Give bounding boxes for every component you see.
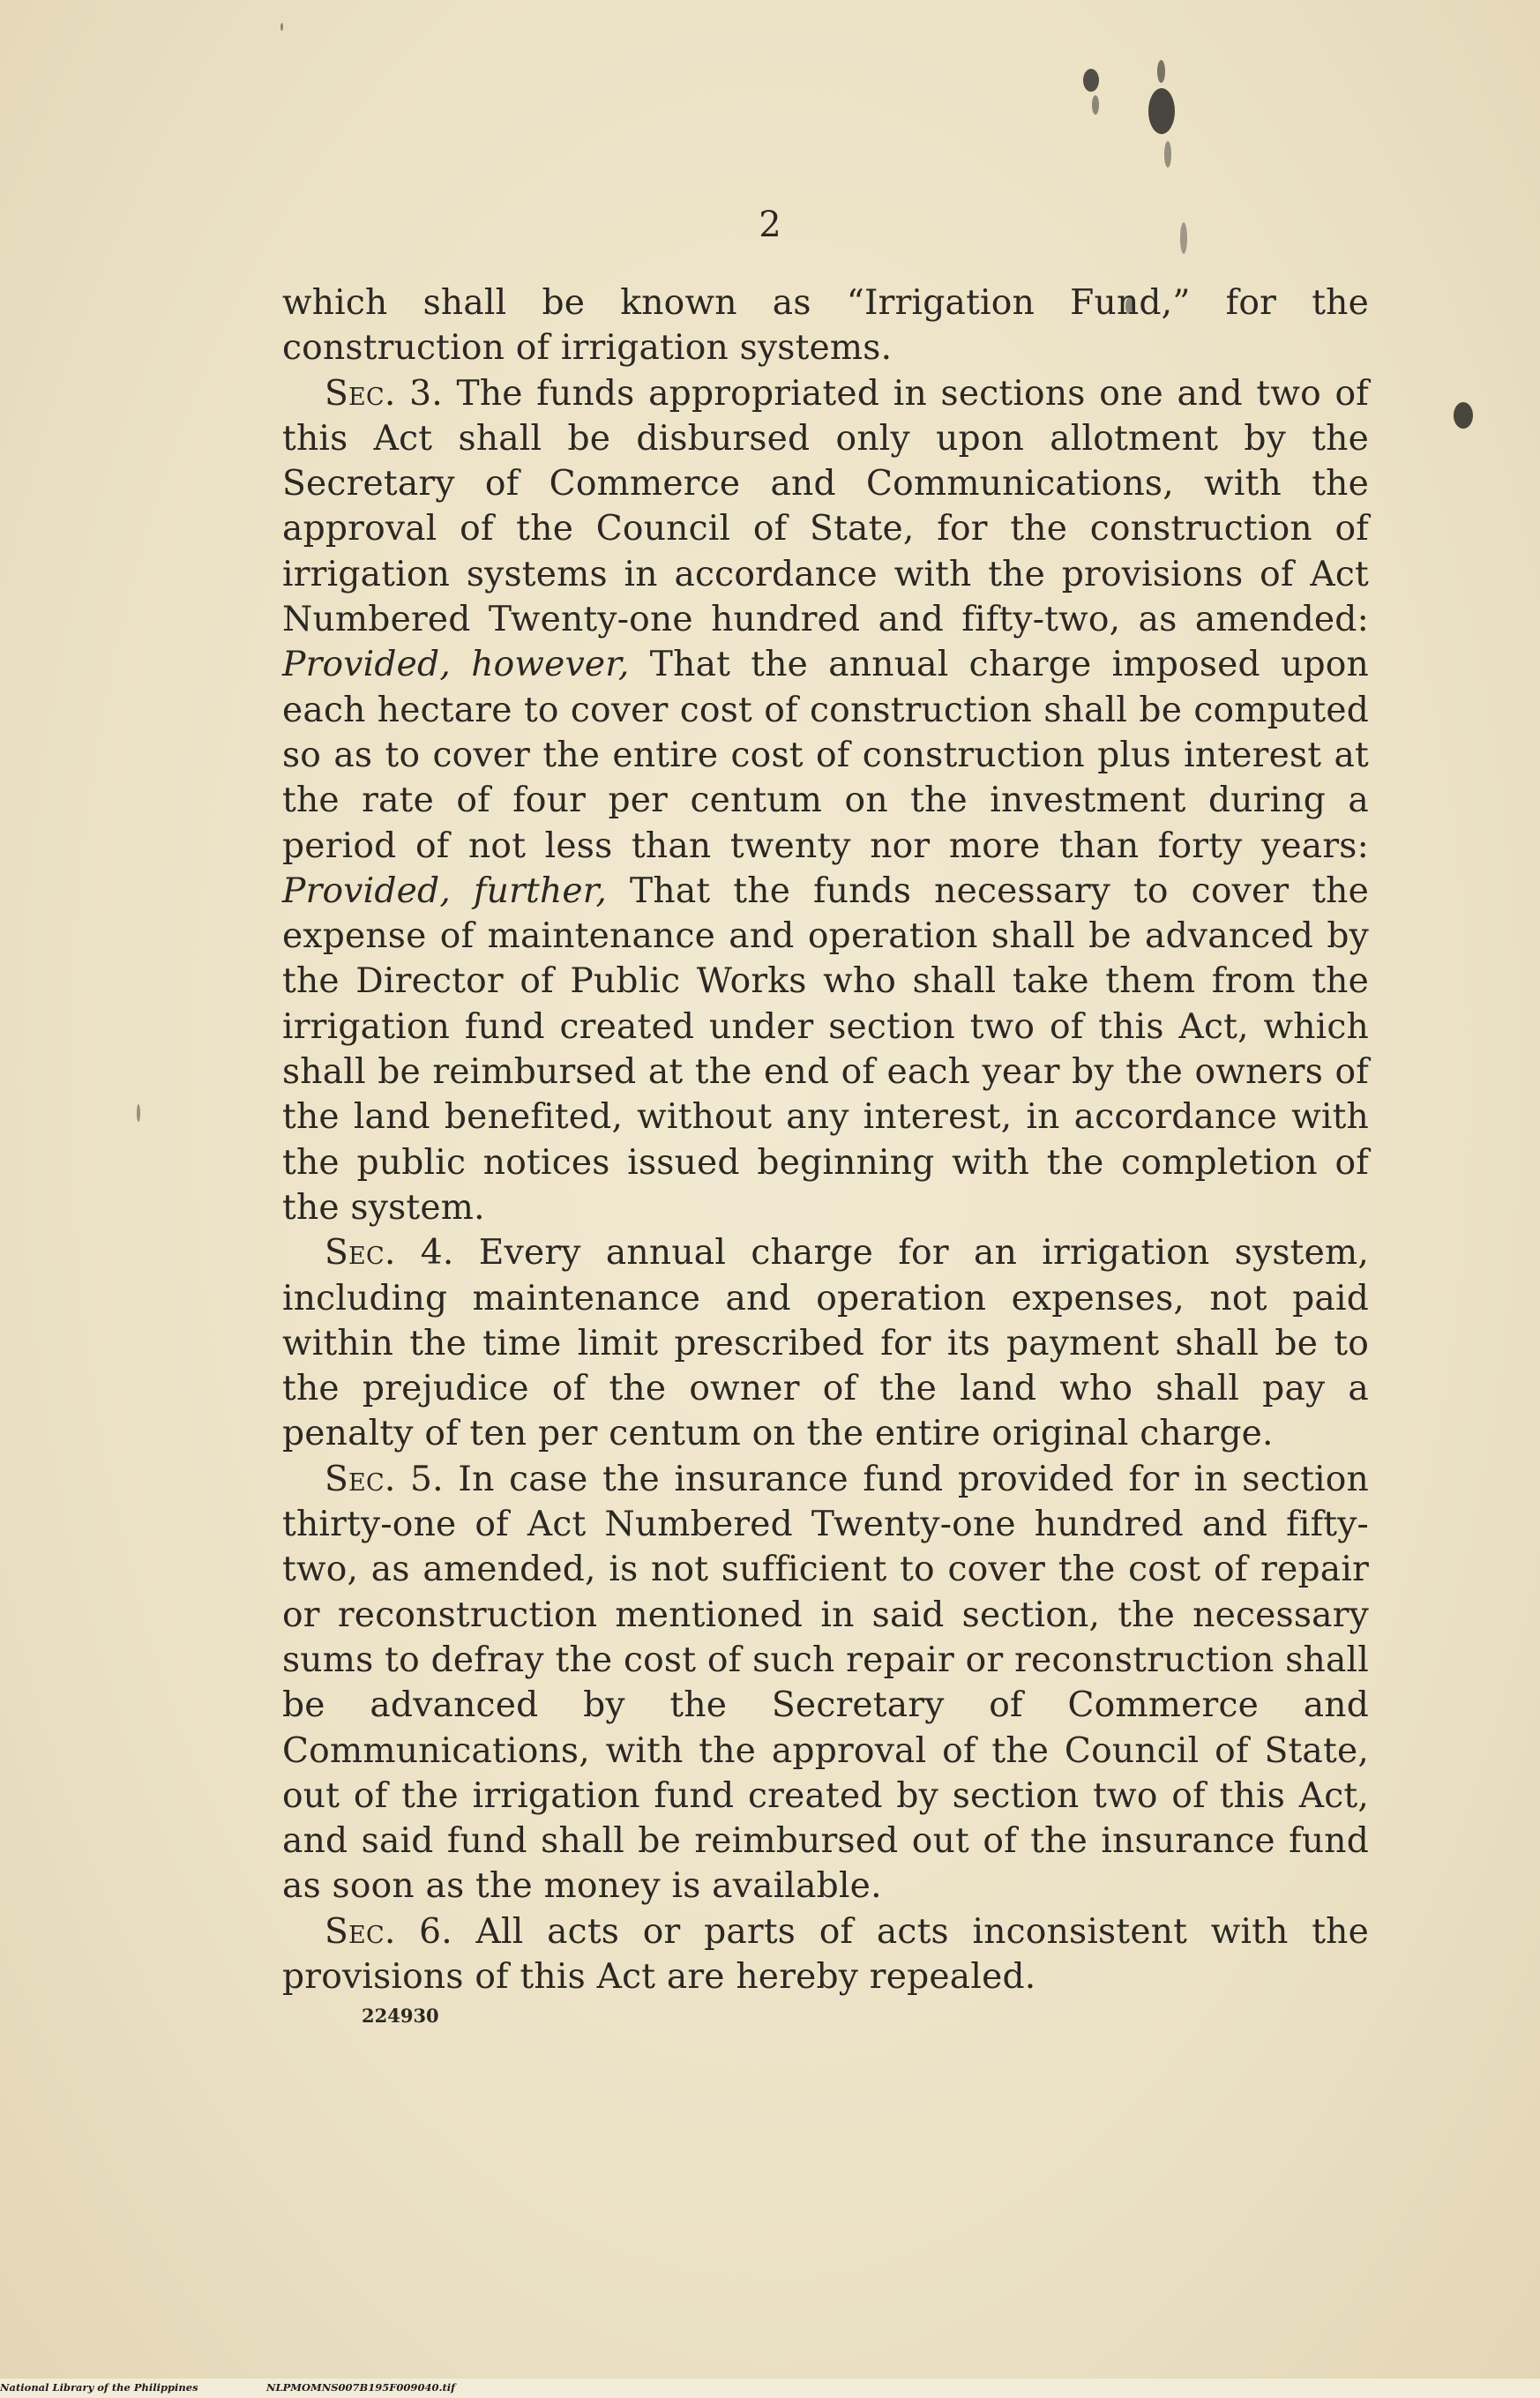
ink-stain <box>137 1104 140 1122</box>
section-6-text: All acts or parts of acts inconsistent with the provisions of this Act are hereby repealed. <box>282 1911 1369 1997</box>
section-3-paragraph <box>282 371 1369 1231</box>
section-3-label: Sec. 3. <box>325 373 443 414</box>
ink-stain <box>1454 402 1473 429</box>
ink-stain <box>1092 95 1099 115</box>
section-5-text: In case the insurance fund provided for in section thirty-one of Act Numbered Twenty-one hundred and fifty-two, as amended, is not sufficient to cover the cost of repair or reconstruction mentioned in said section, the necessary sums to defray the cost of such repair or reconstruction shall be advanced by the Secretary of Commerce and Communications, with the approval of the Council of State, out of the irrigation fund created by section two of this Act, and said fund shall be reimbursed out of the insurance fund as soon as the money is available. <box>282 1459 1369 1907</box>
proviso-however-text: That the annual charge imposed upon each hectare to cover cost of construction shall be computed so as to cover the entire cost of construction plus interest at the rate of four per centum on the investment during a period of not less than twenty nor more than forty years: <box>282 645 1369 866</box>
footer-strip <box>0 2379 1540 2398</box>
section-3-intro: The funds appropriated in sections one and two of this Act shall be disbursed only upon allotment by the Secretary of Commerce and Communications, with the approval of the Council of State, for the construction of irrigation systems in accordance with the provisions of Act Numbered Twenty-one hundred and fifty-two, as amended: <box>282 373 1369 640</box>
ink-stain <box>1157 60 1165 83</box>
ink-stain <box>1083 69 1099 92</box>
proviso-however-label: Provided, however, <box>282 645 630 685</box>
page-number: 2 <box>759 205 781 245</box>
section-5-label: Sec. 5. <box>325 1459 444 1499</box>
ink-stain <box>280 23 283 31</box>
continuation-text: which shall be known as “Irrigation Fund,” for the construction of irrigation systems. <box>282 283 1369 369</box>
continuation-paragraph <box>282 280 1369 371</box>
section-4-paragraph <box>282 1230 1369 1456</box>
ink-stain <box>1164 141 1171 168</box>
section-6-label: Sec. 6. <box>325 1911 452 1952</box>
footer-library-name: National Library of the Philippines <box>0 2381 198 2394</box>
section-5-paragraph <box>282 1457 1369 1909</box>
body-text <box>282 280 1369 1999</box>
footer-filename: NLPMOMNS007B195F009040.tif <box>266 2381 456 2394</box>
section-4-text: Every annual charge for an irrigation system, including maintenance and operation expenses, not paid within the time limit prescribed for its payment shall be to the prejudice of the owner of the land who shall pay a penalty of ten per centum on the entire original charge. <box>282 1233 1369 1454</box>
proviso-further-text: That the funds necessary to cover the expense of maintenance and operation shall be advanced by the Director of Public Works who shall take them from the irrigation fund created under section two of this Act, which shall be reimbursed at the end of each year by the owners of the land benefited, without any interest, in accordance with the public notices issued beginning with the completion of the system. <box>282 870 1370 1228</box>
section-4-label: Sec. 4. <box>325 1233 454 1274</box>
proviso-further-label: Provided, further, <box>282 870 608 911</box>
printer-code: 224930 <box>362 2005 439 2027</box>
ink-stain <box>1148 88 1175 134</box>
section-6-paragraph <box>282 1909 1369 2000</box>
